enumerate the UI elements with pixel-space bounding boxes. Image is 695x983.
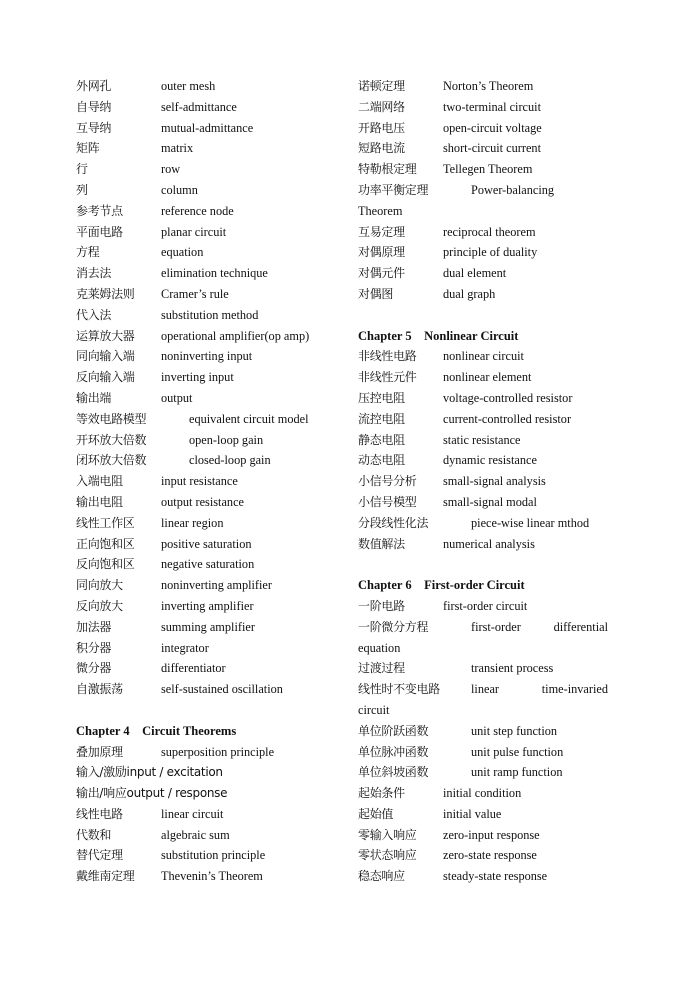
english-term: output resistance xyxy=(161,494,244,509)
glossary-row xyxy=(76,575,338,596)
glossary-row xyxy=(358,679,618,700)
english-term: output xyxy=(161,390,193,405)
glossary-row xyxy=(76,367,338,388)
chinese-term: 小信号分析 xyxy=(358,474,417,489)
english-term: substitution method xyxy=(161,307,259,322)
chinese-term: 闭环放大倍数 xyxy=(76,453,147,468)
glossary-row xyxy=(358,97,618,118)
chinese-term: 平面电路 xyxy=(76,224,123,239)
term-continuation xyxy=(358,201,618,222)
glossary-row xyxy=(358,346,618,367)
glossary-row xyxy=(358,367,618,388)
chinese-term: 自激振荡 xyxy=(76,682,123,697)
glossary-row xyxy=(76,346,338,367)
glossary-row xyxy=(76,222,338,243)
glossary-row xyxy=(358,534,618,555)
english-term: linear region xyxy=(161,515,224,530)
chapter-heading xyxy=(76,721,338,742)
english-term: self-sustained oscillation xyxy=(161,682,283,697)
english-term: initial value xyxy=(443,806,502,821)
english-term: inverting input xyxy=(161,370,234,385)
english-term: piece-wise linear mthod xyxy=(471,515,590,530)
glossary-row xyxy=(358,866,618,887)
english-term: positive saturation xyxy=(161,536,252,551)
glossary-row xyxy=(358,617,618,638)
chinese-term: 分段线性化法 xyxy=(358,515,429,530)
glossary-row xyxy=(358,742,618,763)
glossary-row xyxy=(358,721,618,742)
chinese-term: 矩阵 xyxy=(76,141,100,156)
glossary-row xyxy=(358,658,618,679)
glossary-row xyxy=(358,471,618,492)
chinese-term: 等效电路模型 xyxy=(76,411,147,426)
chinese-term: 自导纳 xyxy=(76,99,112,114)
glossary-row xyxy=(358,492,618,513)
english-term-tail: time-invaried xyxy=(541,682,608,697)
chinese-term: 动态电阻 xyxy=(358,453,405,468)
glossary-row xyxy=(76,513,338,534)
english-term: small-signal analysis xyxy=(443,474,546,489)
english-term: Thevenin’s Theorem xyxy=(161,869,263,884)
glossary-row xyxy=(76,554,338,575)
glossary-row xyxy=(76,159,338,180)
glossary-row xyxy=(358,845,618,866)
english-term: noninverting amplifier xyxy=(161,578,272,593)
continuation-text: circuit xyxy=(358,702,390,717)
glossary-row xyxy=(76,638,338,659)
chinese-term: 一阶电路 xyxy=(358,598,405,613)
english-term: differentiator xyxy=(161,661,226,676)
glossary-row xyxy=(358,138,618,159)
chinese-term: 单位斜坡函数 xyxy=(358,765,429,780)
chapter-title: Chapter 4 Circuit Theorems xyxy=(76,723,237,738)
english-term: equivalent circuit model xyxy=(189,411,309,426)
english-term: nonlinear circuit xyxy=(443,349,524,364)
chinese-term: 积分器 xyxy=(76,640,112,655)
spacer-row xyxy=(358,305,618,326)
glossary-row xyxy=(358,513,618,534)
chinese-term: 线性工作区 xyxy=(76,515,135,530)
glossary-row xyxy=(76,617,338,638)
glossary-row xyxy=(358,596,618,617)
english-term: first-order circuit xyxy=(443,598,528,613)
english-term: dual element xyxy=(443,266,507,281)
chinese-term: 对偶原理 xyxy=(358,245,405,260)
chinese-term: 互导纳 xyxy=(76,120,112,135)
chapter-heading xyxy=(358,575,618,596)
english-term: equation xyxy=(161,245,204,260)
glossary-row xyxy=(76,430,338,451)
chinese-term: 数值解法 xyxy=(358,536,405,551)
chinese-term: 开路电压 xyxy=(358,120,405,135)
glossary-row xyxy=(358,222,618,243)
english-term: two-terminal circuit xyxy=(443,99,541,114)
english-term: elimination technique xyxy=(161,266,268,281)
spacer-row xyxy=(358,554,618,575)
right-column xyxy=(358,76,618,887)
english-term: dual graph xyxy=(443,286,496,301)
glossary-row xyxy=(76,596,338,617)
chinese-term: 叠加原理 xyxy=(76,744,123,759)
glossary-row xyxy=(358,430,618,451)
english-term: inverting amplifier xyxy=(161,598,254,613)
chinese-term: 单位阶跃函数 xyxy=(358,723,429,738)
chinese-term: 同向放大 xyxy=(76,578,123,593)
chinese-term: 输出/响应output / response xyxy=(76,786,228,801)
english-term: summing amplifier xyxy=(161,619,255,634)
spacer-row xyxy=(76,700,338,721)
english-term: operational amplifier(op amp) xyxy=(161,328,310,343)
chinese-term: 互易定理 xyxy=(358,224,405,239)
glossary-row xyxy=(358,783,618,804)
english-term: reciprocal theorem xyxy=(443,224,536,239)
english-term: closed-loop gain xyxy=(189,453,271,468)
english-term-tail: differential xyxy=(553,619,608,634)
chinese-term: 消去法 xyxy=(76,266,112,281)
english-term: Power-balancing xyxy=(471,182,555,197)
glossary-row xyxy=(358,159,618,180)
chinese-term: 行 xyxy=(76,162,88,177)
english-term: zero-state response xyxy=(443,848,537,863)
english-term: unit ramp function xyxy=(471,765,563,780)
glossary-row xyxy=(358,450,618,471)
glossary-row xyxy=(358,242,618,263)
chinese-term: 输入/激励input / excitation xyxy=(76,765,223,780)
chinese-term: 戴维南定理 xyxy=(76,869,135,884)
glossary-row xyxy=(358,804,618,825)
chinese-term: 列 xyxy=(76,182,88,197)
glossary-row xyxy=(358,180,618,201)
chinese-term: 正向饱和区 xyxy=(76,536,135,551)
english-term: nonlinear element xyxy=(443,370,532,385)
chinese-term: 开环放大倍数 xyxy=(76,432,147,447)
english-term: current-controlled resistor xyxy=(443,411,572,426)
chinese-term: 小信号模型 xyxy=(358,494,417,509)
english-term: Tellegen Theorem xyxy=(443,162,533,177)
continuation-text: Theorem xyxy=(358,203,403,218)
chinese-term: 流控电阻 xyxy=(358,411,405,426)
chinese-term: 参考节点 xyxy=(76,203,123,218)
english-term: algebraic sum xyxy=(161,827,230,842)
chinese-term: 过渡过程 xyxy=(358,661,405,676)
chinese-term: 起始值 xyxy=(358,806,394,821)
chinese-term: 线性时不变电路 xyxy=(358,682,440,697)
english-term: short-circuit current xyxy=(443,141,541,156)
chinese-term: 非线性元件 xyxy=(358,370,417,385)
english-term: superposition principle xyxy=(161,744,275,759)
english-term: self-admittance xyxy=(161,99,237,114)
glossary-row xyxy=(76,804,338,825)
glossary-row xyxy=(76,845,338,866)
english-term: static resistance xyxy=(443,432,521,447)
chinese-term: 功率平衡定理 xyxy=(358,182,429,197)
chinese-term: 代入法 xyxy=(76,307,112,322)
english-term: open-loop gain xyxy=(189,432,264,447)
glossary-row xyxy=(76,658,338,679)
english-term: row xyxy=(161,162,181,177)
glossary-row xyxy=(76,263,338,284)
glossary-row xyxy=(358,825,618,846)
glossary-row xyxy=(76,388,338,409)
chinese-term: 同向输入端 xyxy=(76,349,135,364)
english-term: matrix xyxy=(161,141,194,156)
english-term: reference node xyxy=(161,203,234,218)
chinese-term: 外网孔 xyxy=(76,79,112,93)
chinese-term: 特勒根定理 xyxy=(358,162,417,177)
english-term: unit pulse function xyxy=(471,744,564,759)
chinese-term: 单位脉冲函数 xyxy=(358,744,429,759)
chapter-title: Chapter 6 First-order Circuit xyxy=(358,578,525,593)
glossary-row xyxy=(358,118,618,139)
english-term: planar circuit xyxy=(161,224,227,239)
english-term: steady-state response xyxy=(443,869,548,884)
chinese-term: 克莱姆法则 xyxy=(76,286,135,301)
english-term: transient process xyxy=(471,661,554,676)
chinese-term: 短路电流 xyxy=(358,141,405,156)
english-term: linear circuit xyxy=(161,806,224,821)
glossary-row xyxy=(76,138,338,159)
english-term: principle of duality xyxy=(443,245,538,260)
chinese-term: 输出端 xyxy=(76,390,112,405)
glossary-row xyxy=(76,762,338,783)
english-term: open-circuit voltage xyxy=(443,120,542,135)
glossary-row xyxy=(76,783,338,804)
chinese-term: 压控电阻 xyxy=(358,390,405,405)
english-term: input resistance xyxy=(161,474,238,489)
chinese-term: 方程 xyxy=(76,245,100,260)
english-term: mutual-admittance xyxy=(161,120,254,135)
continuation-text: equation xyxy=(358,640,401,655)
english-term: integrator xyxy=(161,640,209,655)
chinese-term: 线性电路 xyxy=(76,806,123,821)
glossary-row xyxy=(76,866,338,887)
english-term: small-signal modal xyxy=(443,494,537,509)
english-term: voltage-controlled resistor xyxy=(443,390,573,405)
english-term: negative saturation xyxy=(161,557,255,572)
chinese-term: 加法器 xyxy=(76,619,112,634)
chinese-term: 对偶图 xyxy=(358,286,394,301)
chinese-term: 二端网络 xyxy=(358,99,405,114)
term-continuation xyxy=(358,638,618,659)
english-term: dynamic resistance xyxy=(443,453,537,468)
chinese-term: 反向饱和区 xyxy=(76,557,135,572)
english-term: zero-input response xyxy=(443,827,540,842)
chinese-term: 入端电阻 xyxy=(76,474,123,489)
english-term: outer mesh xyxy=(161,79,216,93)
glossary-row xyxy=(76,679,338,700)
chinese-term: 输出电阻 xyxy=(76,494,123,509)
chinese-term: 静态电阻 xyxy=(358,432,405,447)
chapter-title: Chapter 5 Nonlinear Circuit xyxy=(358,328,519,343)
glossary-row xyxy=(76,534,338,555)
glossary-row xyxy=(76,492,338,513)
glossary-row xyxy=(76,180,338,201)
glossary-row xyxy=(76,825,338,846)
chinese-term: 反向放大 xyxy=(76,598,123,613)
glossary-row xyxy=(76,201,338,222)
chinese-term: 零输入响应 xyxy=(358,827,417,842)
glossary-row xyxy=(358,388,618,409)
glossary-row xyxy=(76,97,338,118)
english-term: first-order xyxy=(471,619,521,634)
glossary-row xyxy=(358,284,618,305)
chinese-term: 起始条件 xyxy=(358,786,405,801)
left-column xyxy=(76,76,338,887)
english-term: unit step function xyxy=(471,723,558,738)
chinese-term: 稳态响应 xyxy=(358,869,405,884)
chinese-term: 诺顿定理 xyxy=(358,79,405,93)
glossary-row xyxy=(76,284,338,305)
glossary-row xyxy=(76,76,338,97)
english-term: noninverting input xyxy=(161,349,253,364)
glossary-row xyxy=(358,263,618,284)
english-term: Cramer’s rule xyxy=(161,286,229,301)
glossary-row xyxy=(358,409,618,430)
chinese-term: 替代定理 xyxy=(76,848,123,863)
glossary-row xyxy=(76,450,338,471)
english-term: numerical analysis xyxy=(443,536,535,551)
chinese-term: 零状态响应 xyxy=(358,848,417,863)
glossary-row xyxy=(76,409,338,430)
english-term: initial condition xyxy=(443,786,522,801)
english-term: Norton’s Theorem xyxy=(443,79,534,93)
chinese-term: 微分器 xyxy=(76,661,112,676)
chinese-term: 代数和 xyxy=(76,827,112,842)
chinese-term: 运算放大器 xyxy=(76,328,135,343)
chapter-heading xyxy=(358,326,618,347)
glossary-row xyxy=(76,242,338,263)
glossary-row xyxy=(358,762,618,783)
glossary-row xyxy=(76,118,338,139)
english-term: linear xyxy=(471,682,499,697)
glossary-row xyxy=(76,305,338,326)
chinese-term: 非线性电路 xyxy=(358,349,417,364)
english-term: column xyxy=(161,182,198,197)
chinese-term: 一阶微分方程 xyxy=(358,619,429,634)
chinese-term: 对偶元件 xyxy=(358,266,405,281)
chinese-term: 反向输入端 xyxy=(76,370,135,385)
glossary-row xyxy=(76,742,338,763)
glossary-row xyxy=(76,326,338,347)
glossary-row xyxy=(358,76,618,97)
english-term: substitution principle xyxy=(161,848,266,863)
term-continuation xyxy=(358,700,618,721)
glossary-row xyxy=(76,471,338,492)
